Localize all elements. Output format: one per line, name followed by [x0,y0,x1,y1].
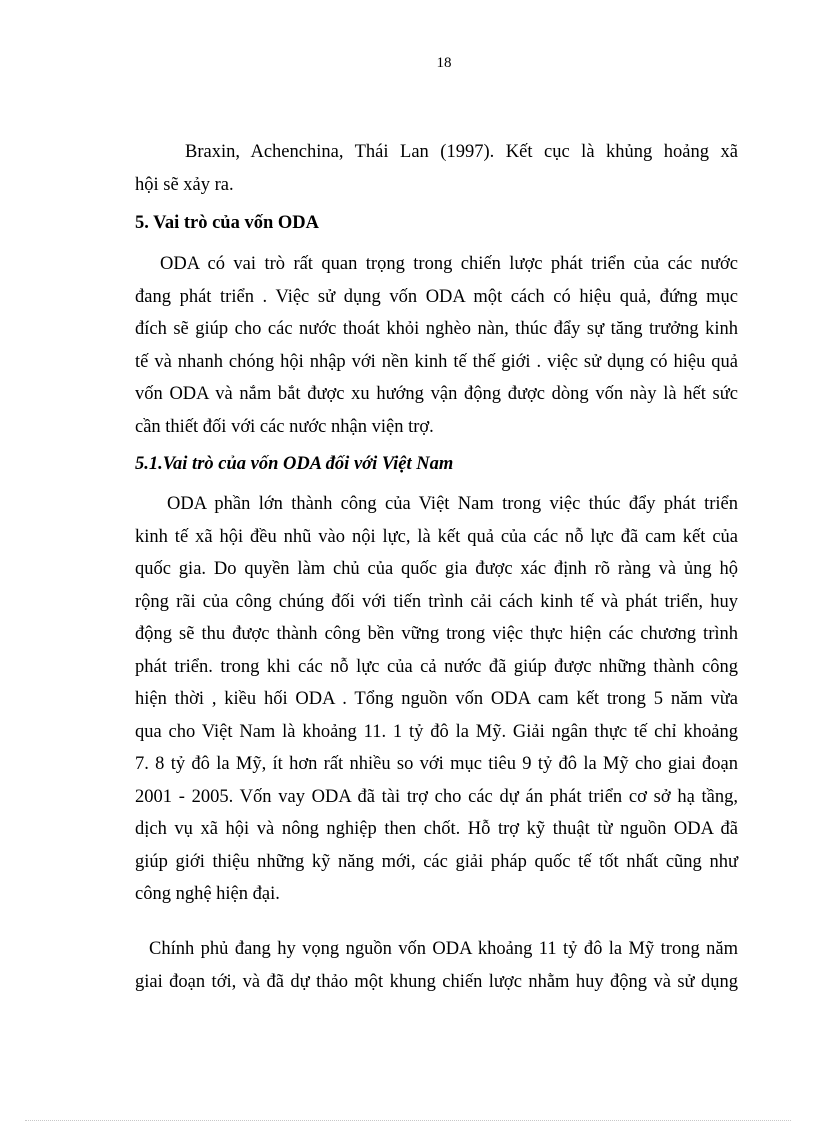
text-line: 7. 8 tỷ đô la Mỹ, ít hơn rất nhiều so với mục tiêu 9 tỷ đô la Mỹ cho giai đoạn [135,754,738,774]
text-line: giai đoạn tới, và đã dự thảo một khung chiến lược nhằm huy động và sử dụng [135,971,738,992]
text-line: Chính phủ đang hy vọng nguồn vốn ODA khoảng 11 tỷ đô la Mỹ trong năm [149,939,738,959]
text-line: qua cho Việt Nam là khoảng 11. 1 tỷ đô la Mỹ. Giải ngân thực tế chỉ khoảng [135,721,738,742]
text-line: quốc gia. Do quyền làm chủ của quốc gia được xác định rõ ràng và ủng hộ [135,559,738,579]
paragraph-oda-role [135,248,738,443]
paragraph-government-plan [135,933,738,998]
text-line: công nghệ hiện đại. [135,884,280,904]
paragraph-continuation [135,136,738,201]
text-line: đích sẽ giúp cho các nước thoát khỏi nghèo nàn, thúc đẩy sự tăng trưởng kinh [135,319,738,339]
text-line: ODA phần lớn thành công của Việt Nam trong việc thúc đẩy phát triển [167,494,738,514]
text-line: hiện thời , kiều hối ODA . Tổng nguồn vốn ODA cam kết trong 5 năm vừa [135,689,738,709]
text-line: động sẽ thu được thành công bền vững trong việc thực hiện các chương trình [135,624,738,644]
text-line: kinh tế xã hội đều nhũ vào nội lực, là kết quả của các nỗ lực đã cam kết của [135,526,738,547]
text-line: Braxin, Achenchina, Thái Lan (1997). Kết cục là khủng hoảng xã [185,142,738,162]
text-line: cần thiết đối với các nước nhận viện trợ. [135,416,434,437]
text-line: vốn ODA và nắm bắt được xu hướng vận động được dòng vốn này là hết sức [135,384,738,404]
text-line: ODA có vai trò rất quan trọng trong chiến lược phát triển của các nước [160,254,738,274]
text-line: giúp giới thiệu những kỹ năng mới, các giải pháp quốc tế tốt nhất cũng như [135,851,738,872]
text-line: dịch vụ xã hội và nông nghiệp then chốt. Hỗ trợ kỹ thuật từ nguồn ODA đã [135,819,738,839]
section-heading: 5. Vai trò của vốn ODA [135,213,319,233]
text-line: tế và nhanh chóng hội nhập với nền kinh tế thế giới . việc sử dụng có hiệu quả [135,351,738,372]
paragraph-oda-vietnam [135,488,738,911]
text-line: đang phát triển . Việc sử dụng vốn ODA một cách có hiệu quả, đứng mục [135,286,738,307]
text-line: 2001 - 2005. Vốn vay ODA đã tài trợ cho các dự án phát triển cơ sở hạ tầng, [135,786,738,807]
subsection-heading: 5.1.Vai trò của vốn ODA đối với Việt Nam [135,454,454,474]
text-line: phát triển. trong khi các nỗ lực của cả nước đã giúp được những thành công [135,656,738,677]
page-bottom-rule [25,1120,791,1121]
text-line: rộng rãi của công chúng đối với tiến trình cải cách kinh tế và phát triển, huy [135,591,738,612]
text-line: hội sẽ xảy ra. [135,174,234,195]
page-number: 18 [436,55,452,71]
